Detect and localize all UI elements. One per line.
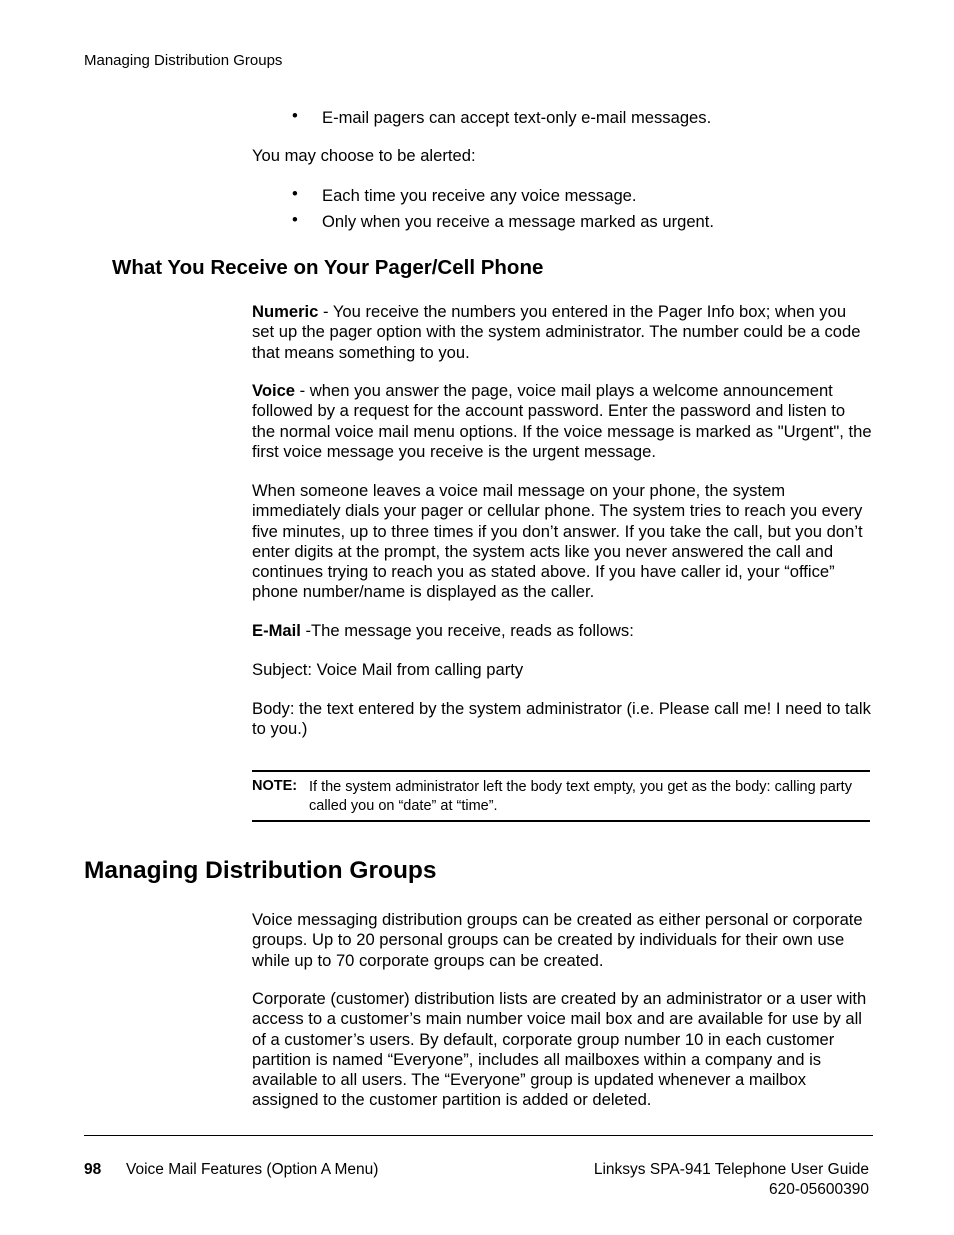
numeric-term: Numeric [252, 302, 319, 321]
section-heading-groups: Managing Distribution Groups [84, 857, 437, 884]
bullet-dot: • [292, 106, 298, 125]
page-number: 98 [84, 1161, 102, 1178]
body-line: Body: the text entered by the system administrator (i.e. Please call me! I need to talk to you.) [252, 699, 871, 739]
email-text: -The message you receive, reads as follows: [300, 621, 634, 640]
list-item: Only when you receive a message marked as urgent. [322, 212, 714, 231]
footer-rule [84, 1135, 873, 1136]
running-header: Managing Distribution Groups [84, 52, 283, 69]
bullet-dot: • [292, 184, 298, 203]
note-bottom-rule [252, 820, 870, 822]
bullet-dot: • [292, 210, 298, 229]
email-term: E-Mail [252, 621, 301, 640]
list-item: E-mail pagers can accept text-only e-mail messages. [322, 108, 712, 127]
voice-paragraph [252, 381, 872, 462]
voice-text: - when you answer the page, voice mail plays a welcome announcement followed by a request for the account password. Enter the password and listen to the normal voice mail menu options. If the voice message is marked as "Urgent", the first voice message you receive is the urgent message. [252, 381, 872, 461]
footer-chapter: Voice Mail Features (Option A Menu) [126, 1161, 379, 1178]
groups-paragraph-1: Voice messaging distribution groups can be created as either personal or corporate groups. Up to 20 personal groups can be created by individuals for their own use while up to 70 corporate groups can be created. [252, 910, 863, 970]
list-item: Each time you receive any voice message. [322, 186, 637, 205]
footer-guide-title: Linksys SPA-941 Telephone User Guide [593, 1161, 869, 1178]
note-top-rule [252, 770, 870, 772]
voice-term: Voice [252, 381, 296, 400]
email-paragraph [252, 621, 872, 641]
alert-intro: You may choose to be alerted: [252, 146, 476, 165]
numeric-text: - You receive the numbers you entered in the Pager Info box; when you set up the pager option with the system administrator. The number could be a code that means something to you. [252, 302, 861, 362]
groups-paragraph-2: Corporate (customer) distribution lists are created by an administrator or a user with access to a customer’s main number voice mail box and are available for use by all of a customer’s users. By default, corporate group number 10 in each customer partition is named “Everyone”, includes all mailboxes within a company and is available to all users. The “Everyone” group is updated whenever a mailbox assigned to the customer partition is added or deleted. [252, 989, 867, 1110]
section-heading-receive: What You Receive on Your Pager/Cell Phone [112, 256, 544, 279]
subject-line: Subject: Voice Mail from calling party [252, 660, 524, 679]
numeric-paragraph [252, 302, 872, 363]
footer-doc-number: 620-05600390 [769, 1181, 869, 1198]
when-someone-paragraph: When someone leaves a voice mail message on your phone, the system immediately dials your pager or cellular phone. The system tries to reach you every five minutes, up to three times if you don’t answer. If you take the call, but you don’t enter digits at the prompt, the system acts like you never answered the call and continues trying to reach you as stated above. If you have caller id, your “office” phone number/name is displayed as the caller. [252, 481, 863, 602]
note-label: NOTE: [252, 778, 298, 794]
note-text: If the system administrator left the body text empty, you get as the body: calling party called you on “date” at “time”. [309, 779, 852, 814]
